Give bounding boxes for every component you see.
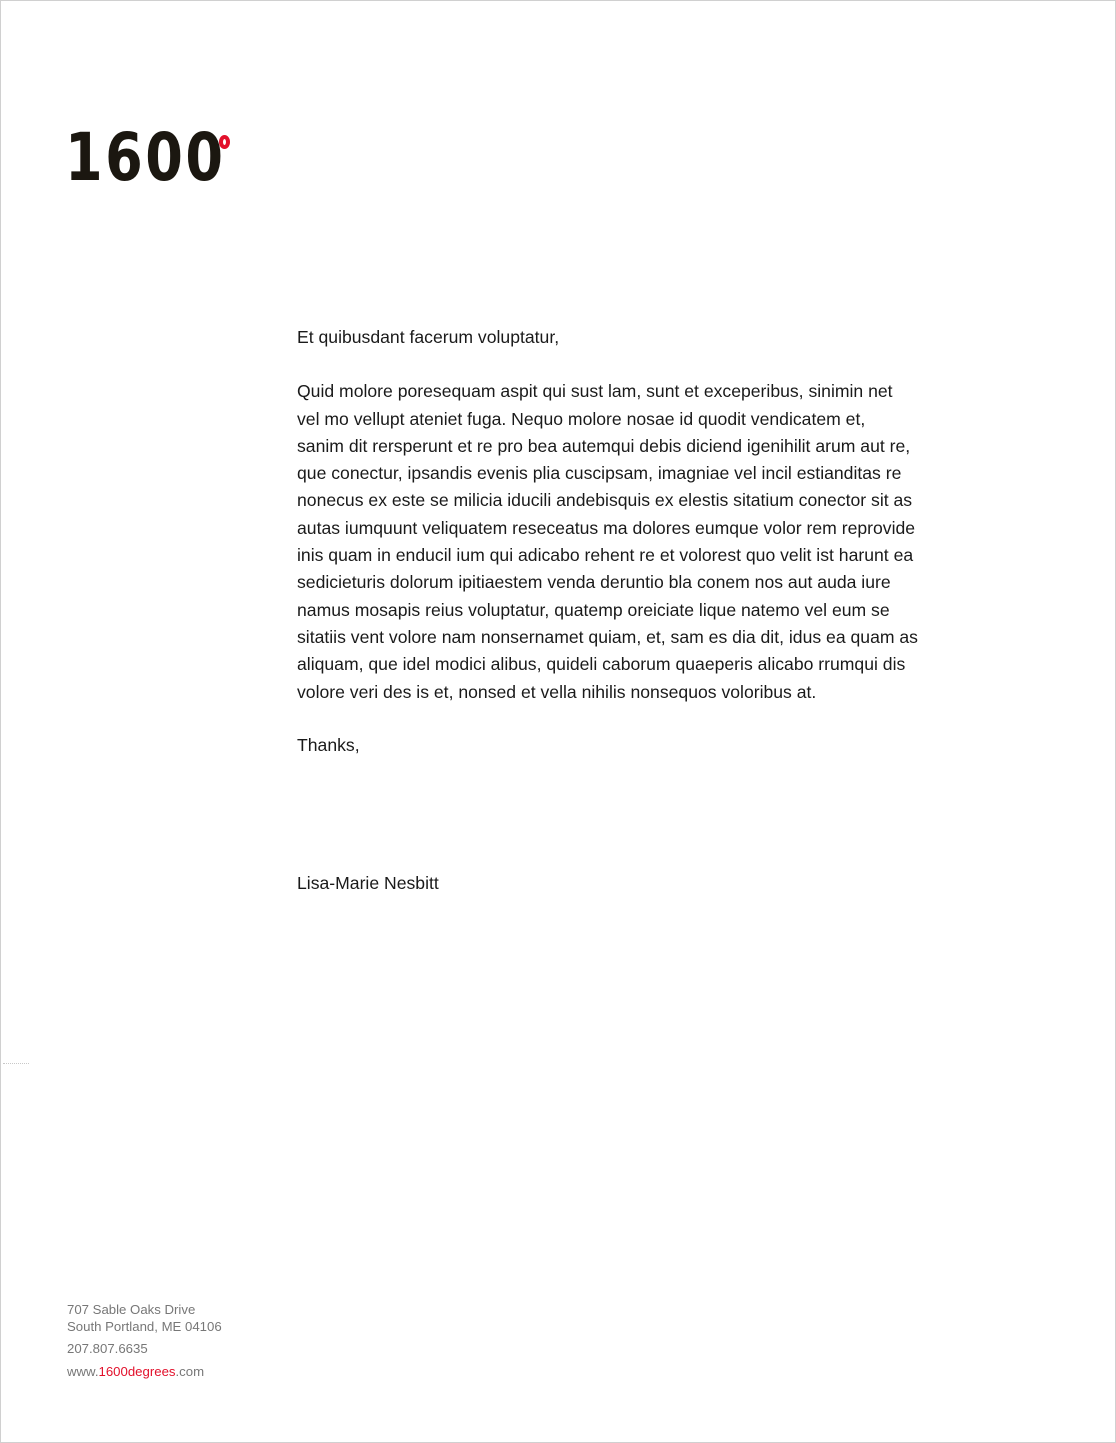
body-line: Quid molore poresequam aspit qui sust lam, sunt et exceperibus, sinimin net (297, 381, 893, 402)
body-line: inis quam in enducil ium qui adicabo rehent re et volorest quo velit ist harunt ea (297, 545, 914, 566)
body-line: namus mosapis reius voluptatur, quatemp oreiciate lique natemo vel eum se (297, 599, 890, 620)
body-line: nonecus ex este se milicia iducili andebisquis ex elestis sitatium conector sit as (297, 490, 913, 511)
closing: Thanks, (297, 734, 360, 755)
company-logo (65, 119, 261, 196)
body-line: sitatiis vent volore nam nonsernamet quiam, et, sam es dia dit, idus ea quam as (297, 626, 918, 647)
signature-name: Lisa-Marie Nesbitt (297, 873, 439, 893)
body-line: vel mo vellupt ateniet fuga. Nequo molore nosae id quodit vendicatem et, (297, 408, 866, 429)
logo-number: 1600 (65, 119, 226, 196)
body-line: que conectur, ipsandis evenis plia cuscipsam, imagniae vel incil estianditas re (297, 463, 902, 484)
letter-body (297, 324, 977, 759)
body-line: sanim dit rersperunt et re pro bea autemqui debis diciend igenihilit arum aut re, (297, 435, 911, 456)
body-line: autas iumquunt veliquatem reseceatus ma dolores eumque volor rem reprovide (297, 517, 916, 538)
body-paragraph (297, 378, 977, 706)
body-line: sedicieturis dolorum ipitiaestem venda deruntio bla conem nos aut auda iure (297, 572, 891, 593)
website-link[interactable] (67, 1363, 222, 1380)
website-prefix: www. (67, 1364, 99, 1379)
fold-mark (3, 1063, 29, 1064)
body-line: volore veri des is et, nonsed et vella nihilis nonsequos voloribus at. (297, 681, 817, 702)
phone-number: 207.807.6635 (67, 1341, 148, 1356)
website-name: 1600degrees (98, 1364, 176, 1379)
salutation: Et quibusdant facerum voluptatur, (297, 327, 560, 347)
address-line-2: South Portland, ME 04106 (67, 1319, 222, 1334)
degree-symbol-icon (219, 135, 230, 149)
website-suffix: .com (175, 1364, 205, 1379)
body-line: aliquam, que idel modici alibus, quideli caborum quaeperis alicabo rrumqui dis (297, 654, 906, 675)
footer-contact (67, 1301, 222, 1380)
address-line-1: 707 Sable Oaks Drive (67, 1302, 196, 1317)
